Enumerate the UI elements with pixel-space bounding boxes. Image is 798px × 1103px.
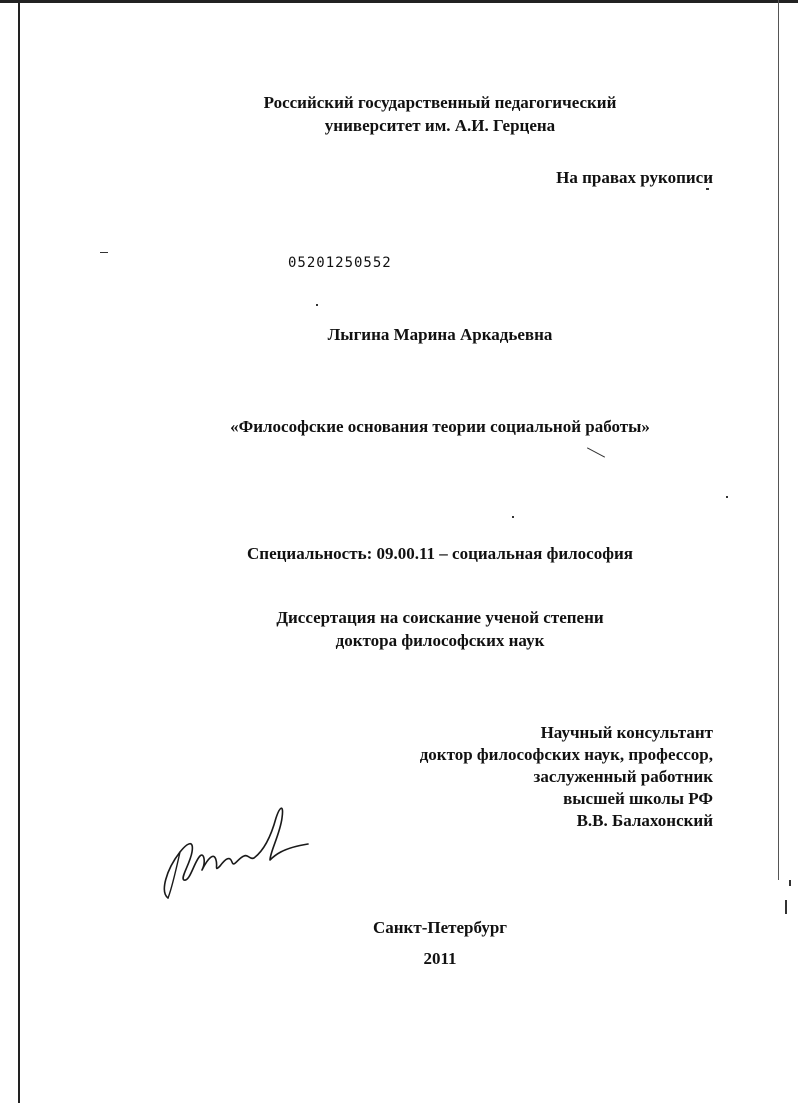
year: 2011 — [423, 949, 457, 968]
scan-speck — [789, 880, 791, 886]
scan-speck — [100, 252, 108, 253]
consultant-degree: доктор философских наук, профессор, — [419, 745, 713, 764]
consultant-honor-1: заслуженный работник — [533, 767, 713, 786]
catalog-code: 05201250552 — [288, 255, 392, 271]
handwritten-signature — [158, 800, 318, 910]
rights-note: На правах рукописи — [556, 168, 713, 187]
author-name: Лыгина Марина Аркадьевна — [327, 325, 553, 344]
degree-line-2: доктора философских наук — [335, 631, 545, 650]
degree-line-1: Диссертация на соискание ученой степени — [276, 608, 604, 627]
scan-speck — [785, 900, 787, 914]
institution-line-2: университет им. А.И. Герцена — [324, 116, 556, 135]
consultant-role: Научный консультант — [540, 723, 713, 742]
consultant-name: В.В. Балахонский — [576, 811, 713, 830]
scan-speck — [706, 188, 709, 190]
city: Санкт-Петербург — [372, 918, 508, 937]
dissertation-title: «Философские основания теории социальной работы» — [230, 417, 650, 436]
scan-speck — [587, 447, 605, 457]
scan-speck — [316, 304, 318, 306]
consultant-honor-2: высшей школы РФ — [563, 789, 713, 808]
scan-speck — [512, 516, 514, 518]
specialty: Специальность: 09.00.11 – социальная философия — [247, 544, 633, 563]
scan-top-edge — [0, 0, 798, 3]
scan-speck — [726, 496, 728, 498]
institution-line-1: Российский государственный педагогический — [263, 93, 617, 112]
